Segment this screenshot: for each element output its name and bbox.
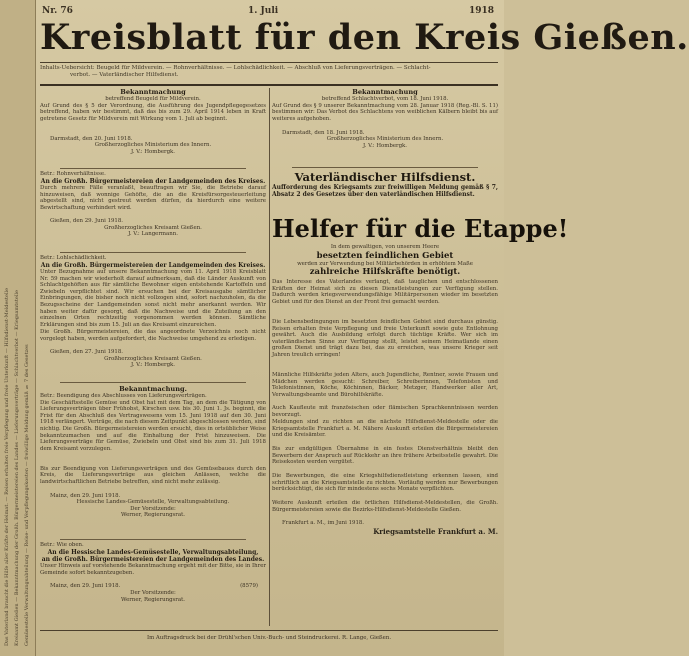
notice-signature: Großherzogliches Kreisamt Gießen. [104, 224, 202, 231]
divider [60, 252, 246, 253]
notice-place-date: Gießen, den 29. Juni 1918. [50, 218, 123, 224]
right-column [272, 88, 569, 626]
notice-text: Die Geschäftsstelle Gemüse und Obst hat mit dem Tag, an dem die Tätigung von Lieferungsverträgen über Frühobst, Kirschen usw. bis 30. Juni 1. Js. beginnt, die Frist für den Abschluß des Vertragswesens vom 15. Juni 1918 auf den 30. Juni 1918 verlängert. Verträge, die nach diesem Zeitpunkt abgeschlossen werden, sind nichtig. Die Großh. Bürgermeistereien werden ersucht, dies in ortsüblicher Weise bekanntzumachen und auf die Einhaltung der Frist hinzuweisen. Die Lieferungsverträge für Gemüse, Zwiebeln und Obst sind bis zum 31. Juli 1918 dem Kreisamt vorzulegen. [40, 399, 266, 452]
notice-place-date: Mainz, den 29. Juni 1918. [50, 492, 121, 499]
divider [292, 167, 478, 168]
notice-title: Bekanntmachung [352, 88, 418, 96]
notice-lieferung [40, 385, 266, 537]
notice-addressee: An die Hessische Landes-Gemüsestelle, Verwaltungsabteilung, [47, 548, 259, 556]
headline-lead: werden zur Verwendung bei Militärbehörden in erhöhtem Maße [297, 260, 473, 267]
notice-subject: Betr.: Wie oben. [40, 542, 84, 548]
article-paragraph: Das Interesse des Vaterlandes verlangt, daß tauglichen und entschlossenen Kräften der Heimat sich zu diesen Dienstleistungen zur Verfügung stellen. Dadurch werden kriegsverwendungsfähige Militärpersonen wieder im besetzten Gebiet und für den Dienst an der Front frei gemacht werden. [272, 279, 498, 305]
notice-addressee: An die Großh. Bürgermeistereien der Landgemeinden des Kreises. [40, 177, 266, 185]
section-intro: Aufforderung des Kriegsamts zur freiwilligen Meldung gemäß § 7, Absatz 2 des Gesetzes über den vaterländischen Hilfsdienst. [272, 184, 498, 199]
notice-subtitle: betreffend Beugeld für Mildverein. [105, 96, 201, 102]
notice-code: (8579) [240, 583, 258, 590]
article-signature: Kriegsamtstelle Frankfurt a. M. [373, 526, 498, 536]
margin-text-line: Das Vaterland braucht die Hilfe aller Kräfte der Heimat. — Reisen erhalten freie Verpflegung und freie Unterkunft — Hilfsdienst-Meldestelle [4, 287, 10, 646]
notice-place-date: Darmstadt, den 18. Juni 1918. [282, 129, 365, 136]
notice-signature: Hessische Landes-Gemüsestelle, Verwaltungsabteilung. [76, 499, 230, 506]
notice-signature: J. V.: Hombergk. [130, 362, 176, 369]
notice-signature: Großherzogliches Kreisamt Gießen. [104, 355, 202, 362]
notice-subject: Betr.: Lohlschädlichkeit. [40, 255, 107, 261]
notice-place-date [40, 583, 266, 590]
notice-addressee: an die Großh. Bürgermeistereien der Landgemeinden des Landes. [41, 556, 265, 563]
divider [60, 168, 246, 169]
article-paragraph: Die Bewerbungen, die eine Kriegshilfsdienstleistung erkennen lassen, sind schriftlich an die Kriegsamtstelle zu richten. Vorläufig werden nur Bewerbungen berücksichtigt, die sich für mindestens sechs Monate verpflichten. [272, 473, 498, 493]
contents-overview [40, 62, 498, 82]
notice-signature: J. V.: Langermann. [128, 231, 178, 238]
headline-etappe: Helfer für die Etappe! [272, 214, 569, 243]
issue-year: 1918 [468, 6, 494, 16]
notice-text: Bis zur Beendigung von Lieferungsverträgen und des Gemüsebaues durch den Kreis, die Lieferungsverträge aus gleichen Anlässen, welche die landwirtschaftlichen Betriebe betreffen, sind nicht mehr zulässig. [40, 465, 266, 485]
notice-hilfsdienst [272, 170, 498, 212]
issue-date: 1. Juli [248, 6, 279, 16]
issue-number: Nr. 76 [42, 6, 73, 16]
notice-signature: J. V.: Hombergk. [362, 142, 408, 149]
headline-sub: zahlreiche Hilfskräfte benötigt. [309, 267, 461, 277]
article-place-date: Frankfurt a. M., im Juni 1918. [282, 520, 365, 526]
notice-subject: Betr.: Beendigung des Abschlusses von Lieferungsverträgen. [40, 393, 207, 399]
notice-place-date: Gießen, den 27. Juni 1918. [50, 349, 123, 355]
column-rule [269, 88, 270, 626]
article-paragraph: Bis zur endgültigen Übernahme in ein festes Dienstverhältnis bleibt den Bewerbern der Anspruch auf Rückkehr an ihre frühere Arbeitsstelle gewahrt. Die Reisekosten werden vergütet. [272, 446, 498, 466]
headline-sub: besetzten feindlichen Gebiet [316, 250, 454, 261]
masthead-title: Kreisblatt für den Kreis Gießen. [40, 17, 689, 58]
notice-title: Bekanntmachung. [119, 385, 187, 393]
notice-text: Unter Bezugnahme auf unsere Bekanntmachung vom 11. April 1918 Kreisblatt Nr. 59 machen wir wiederholt darauf aufmerksam, daß die Länder Auskunft von Schlachtgehöften aus für sämtliche Bewohner eigen entstehende Kartoffeln und Zwiebeln verpflichtet sind. Wir ersuchen bei der Kreisausgabe sämtlicher Einbringungen, die bisher noch nicht vollzogen sind, sofort nachzuholen, da die Bezugsscheine der Landgemeinden sonst nicht mehr anerkannt werden. Wir haben weiter dafür gesorgt, daß die Nachweise und die Zuteilung an den einzelnen Orten rechtzeitig vorgenommen werden können. Sämtliche Erklärungen sind bis zum 15. Juli an das Kreisamt einzureichen. [40, 269, 266, 328]
article-paragraph: Weitere Auskunft erteilen die örtlichen Hilfsdienst-Meldestellen, die Großh. Bürgermeistereien sowie die Bezirks-Hilfsdienst-Meldestelle Gießen. [272, 500, 498, 513]
notice-wie-oben [40, 542, 266, 626]
notice-text: Durch mehrere Fälle veranlaßt, beauftragen wir Sie, die Betriebe darauf hinzuweisen, daß wonnige Gehöfte, die an die Kreisfürsorgesteuerleitung abgestellt sind, nicht gestreut werden dürfen, da hierdurch eine weitere Bewirtschaftung verhindert wird. [40, 185, 266, 211]
notice-title: Bekanntmachung [120, 88, 186, 96]
notice-beugeld [40, 88, 266, 168]
sheet [40, 4, 689, 650]
notice-signature: Großherzogliches Ministerium des Innern. [94, 142, 212, 149]
notice-etappe [272, 214, 569, 626]
notice-place-date: Darmstadt, den 20. Juni 1918. [50, 135, 133, 142]
notice-signature: Der Vorsitzende: [130, 505, 176, 512]
divider [60, 539, 246, 540]
contents-line: Inhalts-Uebersicht: Beugeld für Mildverein. — Rohnverhältnisse. — Lohlschädlichkeit. — Abschluß von Lieferungsverträgen. — Schlacht- [40, 65, 431, 71]
notice-signature: Werner, Regierungsrat. [121, 596, 185, 603]
margin-text-line: Kreisamt Gießen — Bekanntmachung der Großh. Bürgermeistereien des Landes — Lieferungsverträge — Schlachtverbot — Kriegsamtstelle [14, 290, 20, 646]
header-rule [40, 84, 498, 86]
bound-margin-strip [0, 0, 36, 656]
left-column [40, 88, 266, 626]
article-paragraph: Die Lebensbedingungen im besetzten feindlichen Gebiet sind durchaus günstig. Reisen erhalten freie Verpflegung und freie Unterkunft sowie gute Entlohnung gewährt. Auch die Ausbildung erfolgt durch tüchtige Kräfte. Wer sich im vaterländischen Sinne zur Verfügung stellt, leistet seinem Heimatlande einen großen Dienst und trägt dazu bei, das zu erreichen, was unsere Krieger seit Jahren treulich erringen! [272, 319, 498, 358]
notice-place-date-text: Mainz, den 29. Juni 1918. [50, 583, 121, 590]
article-paragraph: Männliche Hilfskräfte jeden Alters, auch Jugendliche, Rentner, sowie Frauen und Mädchen werden gesucht: Schreiber, Schreiberinnen, Telefonisten und Telefonistinnen, Köche, Köchinnen, Bäcker, Metzger, Handwerker aller Art, Verwaltungsbeamte und Bürohilfskräfte. [272, 372, 498, 398]
notice-addressee: An die Großh. Bürgermeistereien der Landgemeinden des Kreises. [40, 261, 266, 269]
notice-text: Auf Grund des § 9 unserer Bekanntmachung vom 28. Januar 1918 (Reg.-Bl. S. 11) bestimmen wir: Das Verbot des Schlachtens von weiblichen Kälbern bleibt bis auf weiteres aufgehoben. [272, 102, 498, 122]
headline-lead: In dem gewaltigen, von unserem Heere [330, 244, 440, 250]
margin-text-line: Gemüsestelle Verwaltungsabteilung — Reise- und Verpflegungskosten — freiwillige Meldung gemäß § 7 des Gesetzes [24, 344, 30, 646]
notice-text: Die Großh. Bürgermeistereien, die das angeordnete Verzeichnis noch nicht vorgelegt haben, werden aufgefordert, die Nachweise umgehend zu erledigen. [40, 329, 266, 342]
notice-signature: J. V.: Hombergk. [130, 148, 176, 155]
notice-text: Unser Hinweis auf vorstehende Bekanntmachung ergeht mit der Bitte, sie in Ihrer Gemeinde sofort bekanntzugeben. [40, 563, 266, 576]
notice-text: Auf Grund des § 5 der Verordnung, die Ausführung des Jugendpflegegesetzes betreffend, haben wir bestimmt, daß das bis zum 29. April 1914 leben in Kraft getretene Gesetz für Mildverein mit Wirkung vom 1. Juli ab beginnt. [40, 102, 266, 122]
notice-schlachtverbot [272, 88, 498, 166]
notice-signature: Großherzogliches Ministerium des Innern. [326, 136, 444, 143]
article-paragraph: Auch Kaufleute mit französischen oder flämischen Sprachkenntnissen werden bevorzugt. [272, 405, 498, 418]
article-paragraph: Meldungen sind zu richten an die nächste Hilfsdienst-Meldestelle oder die Kriegsamtstelle Frankfurt a. M. Nähere Auskunft erteilen die Bürgermeistereien und die Kreisämter. [272, 419, 498, 439]
notice-subtitle: betreffend Schlachtverbot, vom 18. Juni 1918. [321, 96, 449, 102]
notice-lohl [40, 255, 266, 381]
printer-imprint: Im Auftragsdruck bei der Drühl'schen Univ.-Buch- und Steindruckerei. R. Lange, Gießen. [40, 630, 498, 646]
notice-signature: Werner, Regierungsrat. [121, 512, 185, 519]
section-title: Vaterländischer Hilfsdienst. [294, 170, 476, 184]
divider [60, 382, 246, 383]
notice-subject: Betr.: Rohnverhältnisse. [40, 171, 106, 177]
notice-signature: Der Vorsitzende: [130, 590, 176, 596]
notice-rohn [40, 171, 266, 251]
contents-line: verbot. — Vaterländischer Hilfsdienst. [70, 72, 179, 78]
